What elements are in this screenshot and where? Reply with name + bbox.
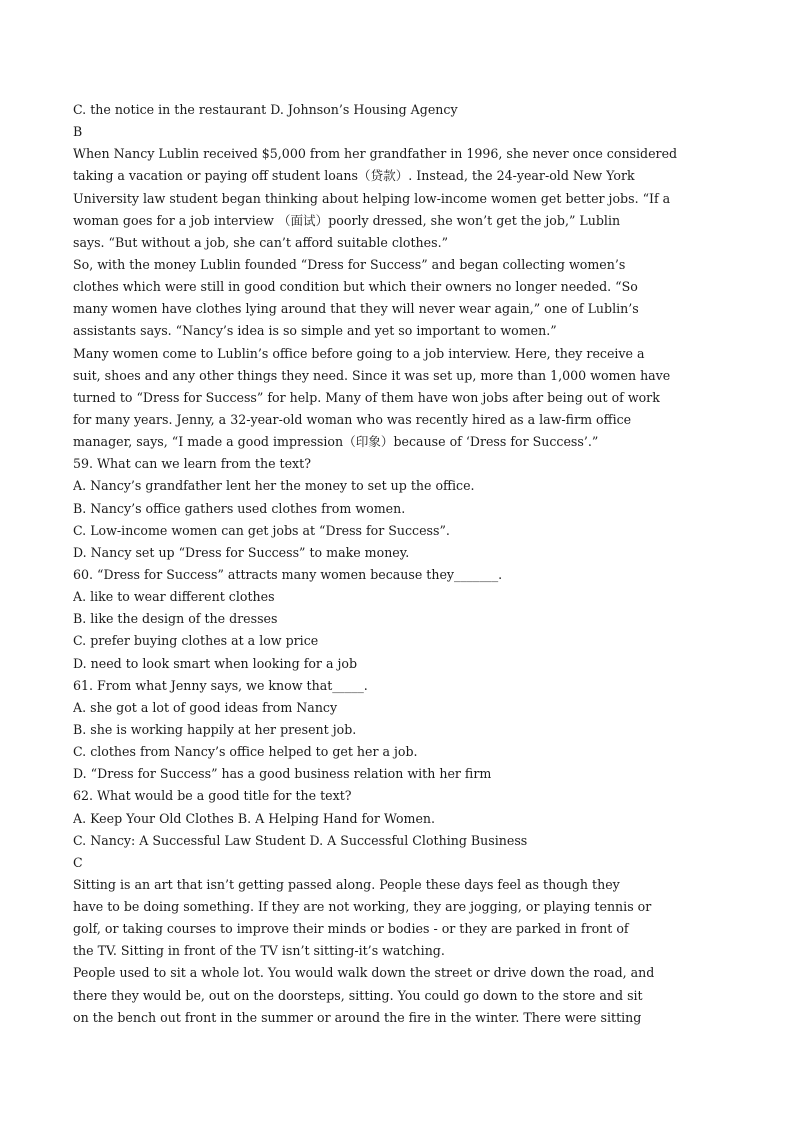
text-line: University law student began thinking about helping low-income women get better jobs. “If a (73, 190, 671, 206)
question-61: 61. From what Jenny says, we know that_____. (73, 677, 368, 693)
option-60-d: D. need to look smart when looking for a job (73, 655, 358, 671)
text-line: People used to sit a whole lot. You would walk down the street or drive down the road, and (73, 965, 655, 981)
question-60: 60. “Dress for Success” attracts many women because they_______. (73, 566, 503, 582)
text-line: the TV. Sitting in front of the TV isn’t sitting-it’s watching. (73, 943, 445, 959)
text-line: clothes which were still in good condition but which their owners no longer needed. “So (73, 279, 638, 295)
text-line: for many years. Jenny, a 32-year-old woman who was recently hired as a law-firm office (73, 411, 632, 427)
options-62-ab: A. Keep Your Old Clothes B. A Helping Hand for Women. (73, 810, 436, 826)
text-line: many women have clothes lying around that they will never wear again,” one of Lublin’s (73, 301, 639, 317)
option-59-b: B. Nancy’s office gathers used clothes from women. (73, 500, 406, 516)
option-61-d: D. “Dress for Success” has a good business relation with her firm (73, 766, 492, 782)
question-62: 62. What would be a good title for the text? (73, 788, 352, 804)
text-line: assistants says. “Nancy’s idea is so simple and yet so important to women.” (73, 323, 557, 339)
question-59: 59. What can we learn from the text? (73, 456, 311, 472)
option-61-c: C. clothes from Nancy’s office helped to get her a job. (73, 744, 418, 760)
text-line: So, with the money Lublin founded “Dress for Success” and began collecting women’s (73, 256, 626, 272)
option-59-c: C. Low-income women can get jobs at “Dress for Success”. (73, 522, 450, 538)
text-line: turned to “Dress for Success” for help. Many of them have won jobs after being out of work (73, 389, 660, 405)
options-62-cd: C. Nancy: A Successful Law Student D. A Successful Clothing Business (73, 832, 528, 848)
text-line: golf, or taking courses to improve their minds or bodies - or they are parked in front of (73, 921, 629, 937)
text-line: there they would be, out on the doorsteps, sitting. You could go down to the store and sit (73, 987, 643, 1003)
option-61-b: B. she is working happily at her present job. (73, 721, 357, 737)
option-59-a: A. Nancy’s grandfather lent her the money to set up the office. (73, 478, 475, 494)
section-heading: B (73, 124, 83, 140)
text-line: manager, says, “I made a good impression（印象）because of ‘Dress for Success’.” (73, 434, 599, 450)
text-line: Many women come to Lublin’s office before going to a job interview. Here, they receive a (73, 345, 645, 361)
text-line: When Nancy Lublin received $5,000 from her grandfather in 1996, she never once considered (73, 146, 678, 162)
document-body (73, 99, 733, 1029)
text-line: Sitting is an art that isn’t getting passed along. People these days feel as though they (73, 876, 620, 892)
option-59-d: D. Nancy set up “Dress for Success” to make money. (73, 544, 410, 560)
option-60-b: B. like the design of the dresses (73, 611, 278, 627)
text-line: suit, shoes and any other things they need. Since it was set up, more than 1,000 women have (73, 367, 671, 383)
option-60-c: C. prefer buying clothes at a low price (73, 633, 319, 649)
text-line: says. “But without a job, she can’t afford suitable clothes.” (73, 234, 449, 250)
text-line: have to be doing something. If they are not working, they are jogging, or playing tennis or (73, 899, 652, 915)
text-line: C. the notice in the restaurant D. Johnson’s Housing Agency (73, 102, 458, 117)
text-line: on the bench out front in the summer or around the fire in the winter. There were sitting (73, 1009, 642, 1025)
text-line: woman goes for a job interview （面试）poorly dressed, she won’t get the job,” Lublin (73, 212, 621, 228)
option-60-a: A. like to wear different clothes (73, 589, 275, 605)
option-61-a: A. she got a lot of good ideas from Nancy (73, 699, 338, 715)
text-line: taking a vacation or paying off student loans（贷款）. Instead, the 24-year-old New York (73, 168, 635, 184)
section-heading: C (73, 854, 83, 870)
